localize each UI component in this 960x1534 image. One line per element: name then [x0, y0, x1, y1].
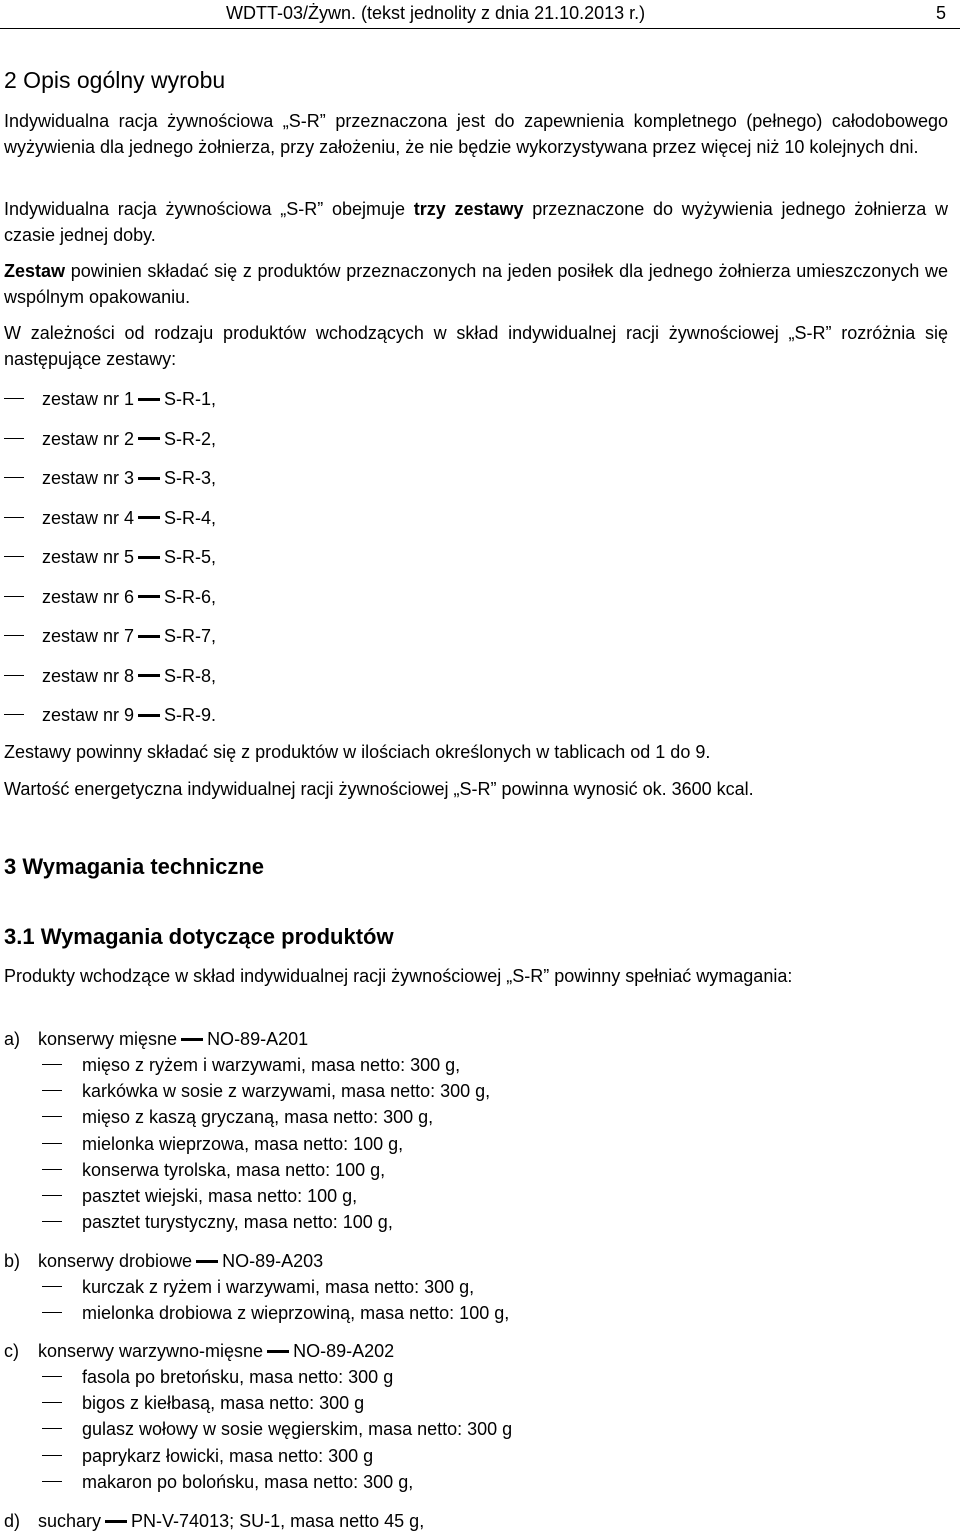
group-name: suchary: [38, 1511, 102, 1531]
set-code: S-R-6,: [164, 586, 217, 607]
list-dash: [4, 398, 24, 399]
set-name: zestaw nr 4: [42, 507, 135, 528]
product-description: makaron po bolońsku, masa netto: 300 g,: [82, 1471, 414, 1492]
product-description: mielonka drobiowa z wieprzowiną, masa netto: 100 g,: [82, 1303, 510, 1324]
product-description: pasztet turystyczny, masa netto: 100 g,: [82, 1212, 393, 1233]
set-code: S-R-1,: [164, 389, 217, 409]
product-description: gulasz wołowy w sosie węgierskim, masa netto: 300 g: [82, 1419, 513, 1440]
list-dash: [42, 1195, 62, 1196]
list-dash: [42, 1455, 62, 1456]
product-description: mięso z ryżem i warzywami, masa netto: 300 g,: [82, 1055, 461, 1075]
set-name: zestaw nr 3: [42, 468, 135, 488]
list-dash: [42, 1402, 62, 1403]
group-title: [38, 1338, 394, 1364]
em-dash: [138, 556, 160, 559]
section-2-paragraph-5: Zestawy powinny składać się z produktów w ilościach określonych w tablicach od 1 do 9.: [4, 742, 711, 762]
em-dash: [138, 477, 160, 480]
set-name: zestaw nr 8: [42, 665, 135, 686]
group-name: konserwy drobiowe: [38, 1251, 193, 1271]
em-dash: [196, 1260, 218, 1263]
product-description: mielonka wieprzowa, masa netto: 100 g,: [82, 1133, 404, 1154]
em-dash: [138, 516, 160, 519]
section-2-paragraph-4: W zależności od rodzaju produktów wchodzących w skład indywidualnej racji żywnościowej „S-R” rozróżnia się następujące zestawy:: [4, 323, 948, 369]
page-header: [0, 2, 960, 29]
section-3-1-intro: Produkty wchodzące w skład indywidualnej racji żywnościowej „S-R” powinny spełniać wymagania:: [4, 966, 793, 986]
set-label: [42, 702, 216, 728]
product-description: mięso z kaszą gryczaną, masa netto: 300 g,: [82, 1107, 434, 1128]
list-dash: [4, 675, 24, 676]
product-description: paprykarz łowicki, masa netto: 300 g: [82, 1445, 374, 1466]
em-dash: [138, 635, 160, 638]
list-dash: [4, 596, 24, 597]
list-dash: [42, 1116, 62, 1117]
set-code: S-R-4,: [164, 507, 217, 528]
section-3-heading: 3 Wymagania techniczne: [4, 854, 265, 879]
list-dash: [4, 477, 24, 478]
set-label: [42, 465, 216, 491]
em-dash: [267, 1350, 289, 1353]
document-reference: WDTT-03/Żywn. (tekst jednolity z dnia 21.10.2013 r.): [226, 3, 646, 23]
group-title: [38, 1026, 308, 1052]
set-label: [42, 386, 216, 412]
list-dash: [42, 1481, 62, 1482]
group-letter: c): [4, 1341, 19, 1361]
list-dash: [4, 556, 24, 557]
list-dash: [4, 517, 24, 518]
group-standard: PN-V-74013; SU-1, masa netto 45 g,: [131, 1511, 425, 1531]
set-code: S-R-3,: [164, 468, 217, 488]
section-2-paragraph-1: Indywidualna racja żywnościowa „S-R” przeznaczona jest do zapewnienia kompletnego (pełnego) całodobowego wyżywienia dla jednego żołnierza, przy założeniu, że nie będzie wykorzystywana przez więcej niż 10 kolejnych dni.: [4, 111, 948, 157]
set-name: zestaw nr 1: [42, 389, 135, 409]
set-name: zestaw nr 2: [42, 428, 135, 449]
emphasis-three-sets: trzy zestawy: [413, 199, 524, 219]
em-dash: [138, 595, 160, 598]
set-name: zestaw nr 6: [42, 586, 135, 607]
set-name: zestaw nr 5: [42, 547, 135, 567]
product-description: kurczak z ryżem i warzywami, masa netto: 300 g,: [82, 1277, 475, 1297]
list-dash: [42, 1064, 62, 1065]
set-name: zestaw nr 9: [42, 705, 135, 725]
list-dash: [4, 714, 24, 715]
section-3-1-heading: 3.1 Wymagania dotyczące produktów: [4, 924, 394, 949]
list-dash: [42, 1286, 62, 1287]
product-description: pasztet wiejski, masa netto: 100 g,: [82, 1186, 358, 1206]
list-dash: [42, 1090, 62, 1091]
product-description: bigos z kiełbasą, masa netto: 300 g: [82, 1393, 365, 1414]
em-dash: [105, 1520, 127, 1523]
list-dash: [42, 1221, 62, 1222]
group-name: konserwy warzywno-mięsne: [38, 1341, 264, 1361]
set-code: S-R-2,: [164, 428, 217, 449]
page-number: 5: [935, 3, 946, 23]
set-label: [42, 623, 216, 649]
product-description: fasola po bretońsku, masa netto: 300 g: [82, 1367, 394, 1387]
set-label: [42, 426, 216, 452]
emphasis-set: Zestaw: [4, 261, 66, 281]
set-code: S-R-7,: [164, 626, 217, 646]
section-2-heading: 2 Opis ogólny wyrobu: [4, 67, 226, 93]
group-name: konserwy mięsne: [38, 1029, 178, 1049]
group-standard: NO-89-A203: [222, 1251, 324, 1271]
set-label: [42, 663, 216, 689]
group-letter: b): [4, 1251, 21, 1271]
group-title: [38, 1248, 323, 1274]
list-dash: [42, 1169, 62, 1170]
set-label: [42, 544, 216, 570]
set-label: [42, 505, 216, 531]
set-name: zestaw nr 7: [42, 626, 135, 646]
list-dash: [42, 1143, 62, 1144]
group-title: [38, 1508, 424, 1534]
em-dash: [138, 437, 160, 440]
group-letter: d): [4, 1511, 21, 1531]
list-dash: [42, 1312, 62, 1313]
list-dash: [42, 1376, 62, 1377]
section-2-paragraph-3: Zestaw powinien składać się z produktów przeznaczonych na jeden posiłek dla jednego żołnierza umieszczonych we wspólnym opakowaniu.: [4, 261, 948, 307]
set-code: S-R-5,: [164, 547, 217, 567]
product-description: karkówka w sosie z warzywami, masa netto: 300 g,: [82, 1081, 491, 1102]
list-dash: [4, 438, 24, 439]
group-letter: a): [4, 1029, 21, 1049]
group-standard: NO-89-A201: [207, 1029, 309, 1049]
product-description: konserwa tyrolska, masa netto: 100 g,: [82, 1159, 386, 1180]
list-dash: [4, 635, 24, 636]
section-2-paragraph-2: Indywidualna racja żywnościowa „S-R” obejmuje trzy zestawy przeznaczone do wyżywienia jednego żołnierza w czasie jednej doby.: [4, 199, 948, 245]
section-2-paragraph-6: Wartość energetyczna indywidualnej racji żywnościowej „S-R” powinna wynosić ok. 3600 kcal.: [4, 779, 754, 799]
set-code: S-R-8,: [164, 665, 217, 686]
em-dash: [138, 398, 160, 401]
list-dash: [42, 1428, 62, 1429]
em-dash: [138, 714, 160, 717]
em-dash: [181, 1038, 203, 1041]
set-code: S-R-9.: [164, 705, 217, 725]
em-dash: [138, 674, 160, 677]
group-standard: NO-89-A202: [293, 1341, 395, 1361]
set-label: [42, 584, 216, 610]
